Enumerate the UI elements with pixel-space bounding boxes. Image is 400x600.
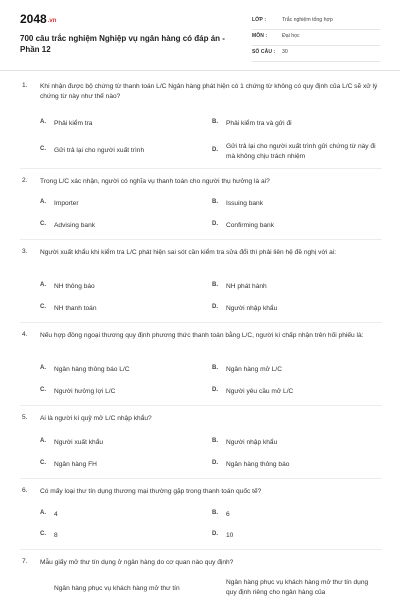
meta-label: MÔN : bbox=[252, 33, 268, 39]
question-separator bbox=[20, 322, 382, 323]
option-text: Gửi trả lại cho người xuất trình bbox=[54, 147, 145, 154]
document-title: 700 câu trắc nghiệm Nghiệp vụ ngân hàng có đáp án - Phần 12 bbox=[20, 34, 225, 54]
option-text: Người yêu cầu mở L/C bbox=[226, 388, 294, 395]
meta-row-subject bbox=[252, 30, 380, 46]
option-text: Ngân hàng phục vụ khách hàng mở thư tín dụng quy định riêng cho ngân hàng của bbox=[226, 579, 369, 596]
option-text: 8 bbox=[54, 532, 58, 539]
option-text: Phải kiểm tra bbox=[54, 120, 93, 127]
option-text: Người nhập khẩu bbox=[226, 305, 278, 312]
option-text: NH thanh toán bbox=[54, 305, 97, 312]
option-letter: B. bbox=[212, 365, 218, 371]
option-letter: A. bbox=[40, 510, 46, 516]
option-letter: D. bbox=[212, 147, 218, 153]
option-text: Người xuất khẩu bbox=[54, 439, 104, 446]
option-text: Advising bank bbox=[54, 222, 96, 229]
question-text: Người xuất khẩu khi kiểm tra L/C phát hiện sai sót cần kiểm tra sửa đổi thì phải liên hệ đề nghị với ai: bbox=[40, 249, 337, 256]
option-text: NH phát hành bbox=[226, 283, 267, 290]
option-letter: C. bbox=[40, 146, 46, 152]
option-letter: A. bbox=[40, 282, 46, 288]
option-text: Ngân hàng thông báo L/C bbox=[54, 366, 130, 373]
option-letter: C. bbox=[40, 387, 46, 393]
option-letter: A. bbox=[40, 438, 46, 444]
logo-text: 2048 bbox=[20, 12, 47, 26]
question-text: Có mấy loại thư tín dụng thương mại thường gặp trong thanh toán quốc tế? bbox=[40, 488, 262, 495]
option-letter: B. bbox=[212, 282, 218, 288]
question-number: 4. bbox=[22, 331, 28, 338]
question-number: 5. bbox=[22, 414, 28, 421]
option-letter: B. bbox=[212, 199, 218, 205]
meta-value: 30 bbox=[282, 49, 288, 55]
option-text: 10 bbox=[226, 532, 234, 539]
option-letter: C. bbox=[40, 221, 46, 227]
meta-label: LỚP : bbox=[252, 17, 267, 23]
option-text: Ngân hàng mở L/C bbox=[226, 366, 283, 373]
option-text: Confirming bank bbox=[226, 222, 275, 229]
option-text: Người nhập khẩu bbox=[226, 439, 278, 446]
option-letter: A. bbox=[40, 119, 46, 125]
option-letter: C. bbox=[40, 531, 46, 537]
option-text: Người hưởng lợi L/C bbox=[54, 388, 116, 395]
question-number: 6. bbox=[22, 487, 28, 494]
meta-label: SỐ CÂU : bbox=[252, 49, 276, 55]
meta-row-class bbox=[252, 14, 380, 30]
question-number: 7. bbox=[22, 558, 28, 565]
option-letter: C. bbox=[40, 304, 46, 310]
question-number: 1. bbox=[22, 82, 28, 89]
question-separator bbox=[20, 168, 382, 169]
question-number: 3. bbox=[22, 248, 28, 255]
question-text: Nếu hợp đồng ngoại thương quy định phương thức thanh toán bằng L/C, người kí chấp nhận trên hối phiếu là: bbox=[40, 332, 364, 339]
option-letter: A. bbox=[40, 199, 46, 205]
option-letter: B. bbox=[212, 119, 218, 125]
question-number: 2. bbox=[22, 177, 28, 184]
option-text: Phải kiểm tra và gửi đi bbox=[226, 120, 292, 127]
option-text: Ngân hàng FH bbox=[54, 461, 97, 468]
question-text: Trong L/C xác nhận, người có nghĩa vụ thanh toán cho người thụ hưởng là ai? bbox=[40, 178, 270, 185]
question-text: Ai là người kí quỹ mở L/C nhập khẩu? bbox=[40, 415, 152, 422]
option-letter: D. bbox=[212, 387, 218, 393]
question-text: Khi nhận được bộ chứng từ thanh toán L/C Ngân hàng phát hiện có 1 chứng từ không có quy định của L/C sẽ xử lý chứng từ này như thế nào? bbox=[40, 83, 378, 100]
header bbox=[0, 0, 400, 64]
option-text: 4 bbox=[54, 511, 58, 518]
question-text: Mẫu giấy mở thư tín dụng ở ngân hàng do cơ quan nào quy định? bbox=[40, 559, 234, 566]
meta-value: Trắc nghiệm tổng hợp bbox=[282, 17, 333, 23]
option-text: Ngân hàng phục vụ khách hàng mở thư tín bbox=[54, 585, 180, 592]
option-letter: B. bbox=[212, 510, 218, 516]
option-text: Issuing bank bbox=[226, 200, 264, 207]
option-text: NH thông báo bbox=[54, 283, 95, 290]
option-letter: D. bbox=[212, 460, 218, 466]
meta-row-count bbox=[252, 46, 380, 62]
question-separator bbox=[20, 239, 382, 240]
header-divider bbox=[0, 70, 400, 71]
option-letter: D. bbox=[212, 221, 218, 227]
option-letter: B. bbox=[212, 438, 218, 444]
question-separator bbox=[20, 405, 382, 406]
meta-value: Đại học bbox=[282, 33, 300, 39]
question-separator bbox=[20, 478, 382, 479]
site-logo[interactable] bbox=[20, 12, 56, 26]
option-letter: A. bbox=[40, 365, 46, 371]
meta-table bbox=[252, 14, 380, 62]
option-letter: C. bbox=[40, 460, 46, 466]
option-letter: D. bbox=[212, 531, 218, 537]
option-text: Gửi trả lại cho người xuất trình gửi chứng từ này đi mà không chịu trách nhiệm bbox=[226, 143, 376, 160]
option-text: Ngân hàng thông báo bbox=[226, 461, 290, 468]
option-letter: D. bbox=[212, 304, 218, 310]
option-text: 6 bbox=[226, 511, 230, 518]
logo-suffix: .vn bbox=[47, 18, 57, 24]
question-separator bbox=[20, 549, 382, 550]
option-text: Importer bbox=[54, 200, 79, 207]
